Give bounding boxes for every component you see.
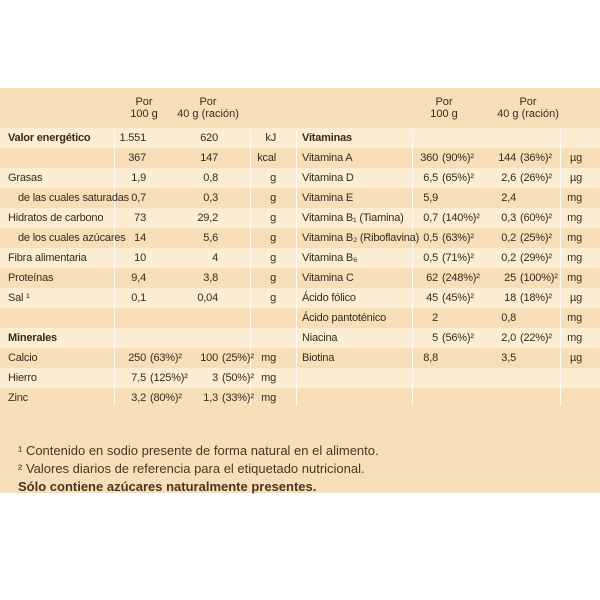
row-label: de los cuales azúcares bbox=[18, 232, 126, 244]
row-label: Vitaminas bbox=[302, 132, 352, 144]
unit: µg bbox=[569, 292, 582, 304]
row-label: Valor energético bbox=[8, 132, 91, 144]
percent-40g: (22%)² bbox=[520, 332, 552, 344]
unit: g bbox=[270, 252, 276, 264]
value-100g: 7,5 bbox=[131, 372, 146, 384]
unit: g bbox=[270, 272, 276, 284]
unit: g bbox=[270, 192, 276, 204]
footnote: Sólo contiene azúcares naturalmente presentes. bbox=[18, 479, 317, 494]
unit: mg bbox=[567, 212, 582, 224]
value-100g: 8,8 bbox=[423, 352, 438, 364]
unit: mg bbox=[261, 392, 276, 404]
row-label: Ácido pantoténico bbox=[302, 312, 387, 324]
unit: mg bbox=[567, 312, 582, 324]
value-40g: 29,2 bbox=[197, 212, 218, 224]
unit: kcal bbox=[257, 152, 276, 164]
row-label: Vitamina D bbox=[302, 172, 354, 184]
header-label: 40 g (ración) bbox=[177, 108, 239, 120]
percent-40g: (26%)² bbox=[520, 172, 552, 184]
percent-100g: (56%)² bbox=[442, 332, 474, 344]
value-100g: 62 bbox=[426, 272, 438, 284]
percent-40g: (18%)² bbox=[520, 292, 552, 304]
value-100g: 0,5 bbox=[423, 252, 438, 264]
value-100g: 0,5 bbox=[423, 232, 438, 244]
unit: mg bbox=[567, 232, 582, 244]
unit: mg bbox=[261, 352, 276, 364]
value-40g: 620 bbox=[200, 132, 218, 144]
footnote: ² Valores diarios de referencia para el etiquetado nutricional. bbox=[18, 461, 365, 476]
percent-40g: (100%)² bbox=[520, 272, 558, 284]
percent-40g: (36%)² bbox=[520, 152, 552, 164]
percent-100g: (90%)² bbox=[442, 152, 474, 164]
percent-100g: (63%)² bbox=[150, 352, 182, 364]
value-100g: 3,2 bbox=[131, 392, 146, 404]
header-label: Por bbox=[199, 96, 217, 108]
value-100g: 1.551 bbox=[119, 132, 146, 144]
unit: µg bbox=[569, 172, 582, 184]
row-label: Niacina bbox=[302, 332, 338, 344]
value-40g: 1,3 bbox=[203, 392, 218, 404]
value-40g: 3,5 bbox=[501, 352, 516, 364]
value-100g: 10 bbox=[134, 252, 146, 264]
center-divider bbox=[296, 130, 297, 406]
percent-100g: (125%)² bbox=[150, 372, 188, 384]
value-40g: 0,04 bbox=[197, 292, 218, 304]
value-100g: 250 bbox=[128, 352, 146, 364]
value-40g: 4 bbox=[212, 252, 218, 264]
percent-40g: (29%)² bbox=[520, 252, 552, 264]
value-100g: 5,9 bbox=[423, 192, 438, 204]
percent-40g: (25%)² bbox=[222, 352, 254, 364]
value-40g: 2,0 bbox=[501, 332, 516, 344]
unit: g bbox=[270, 172, 276, 184]
value-100g: 73 bbox=[134, 212, 146, 224]
percent-100g: (65%)² bbox=[442, 172, 474, 184]
row-label: Biotina bbox=[302, 352, 335, 364]
header-label: 40 g (ración) bbox=[497, 108, 559, 120]
value-100g: 0,7 bbox=[423, 212, 438, 224]
row-label: Fibra alimentaria bbox=[8, 252, 87, 264]
row-label: Calcio bbox=[8, 352, 38, 364]
value-40g: 2,4 bbox=[501, 192, 516, 204]
value-100g: 5 bbox=[432, 332, 438, 344]
value-40g: 0,8 bbox=[501, 312, 516, 324]
value-40g: 0,8 bbox=[203, 172, 218, 184]
value-40g: 0,3 bbox=[203, 192, 218, 204]
value-100g: 1,9 bbox=[131, 172, 146, 184]
left-header-40g bbox=[170, 96, 246, 120]
header-label: Por bbox=[519, 96, 537, 108]
header-label: Por bbox=[135, 96, 153, 108]
value-100g: 9,4 bbox=[131, 272, 146, 284]
row-label: Minerales bbox=[8, 332, 57, 344]
value-100g: 0,7 bbox=[131, 192, 146, 204]
value-40g: 3,8 bbox=[203, 272, 218, 284]
percent-100g: (80%)² bbox=[150, 392, 182, 404]
unit: µg bbox=[569, 352, 582, 364]
unit: mg bbox=[567, 332, 582, 344]
value-40g: 18 bbox=[504, 292, 516, 304]
percent-100g: (248%)² bbox=[442, 272, 480, 284]
value-100g: 2 bbox=[432, 312, 438, 324]
header-label: Por bbox=[435, 96, 453, 108]
row-label: Zinc bbox=[8, 392, 28, 404]
unit: g bbox=[270, 212, 276, 224]
percent-40g: (25%)² bbox=[520, 232, 552, 244]
value-100g: 0,1 bbox=[131, 292, 146, 304]
percent-100g: (63%)² bbox=[442, 232, 474, 244]
footnote: ¹ Contenido en sodio presente de forma natural en el alimento. bbox=[18, 443, 379, 458]
value-100g: 14 bbox=[134, 232, 146, 244]
row-label: Sal ¹ bbox=[8, 292, 30, 304]
row-stripe bbox=[0, 368, 600, 388]
unit: mg bbox=[567, 272, 582, 284]
right-header-40g bbox=[490, 96, 566, 120]
row-label: Proteínas bbox=[8, 272, 54, 284]
unit: g bbox=[270, 292, 276, 304]
value-40g: 100 bbox=[200, 352, 218, 364]
percent-100g: (140%)² bbox=[442, 212, 480, 224]
row-label: Vitamina E bbox=[302, 192, 353, 204]
value-100g: 45 bbox=[426, 292, 438, 304]
row-label: Hidratos de carbono bbox=[8, 212, 104, 224]
value-40g: 2,6 bbox=[501, 172, 516, 184]
row-label: Vitamina C bbox=[302, 272, 354, 284]
percent-40g: (50%)² bbox=[222, 372, 254, 384]
left-header-100g bbox=[120, 96, 168, 120]
row-label: de las cuales saturadas bbox=[18, 192, 129, 204]
row-label: Hierro bbox=[8, 372, 37, 384]
value-100g: 367 bbox=[128, 152, 146, 164]
right-header-100g bbox=[420, 96, 468, 120]
row-label: Vitamina B₁ (Tiamina) bbox=[302, 212, 404, 224]
row-label: Vitamina B₆ bbox=[302, 252, 358, 264]
percent-100g: (71%)² bbox=[442, 252, 474, 264]
unit: mg bbox=[567, 192, 582, 204]
value-100g: 6,5 bbox=[423, 172, 438, 184]
unit: g bbox=[270, 232, 276, 244]
value-40g: 147 bbox=[200, 152, 218, 164]
value-40g: 25 bbox=[504, 272, 516, 284]
unit: mg bbox=[567, 252, 582, 264]
header-label: 100 g bbox=[430, 108, 458, 120]
percent-40g: (60%)² bbox=[520, 212, 552, 224]
unit: µg bbox=[569, 152, 582, 164]
row-label: Grasas bbox=[8, 172, 43, 184]
value-100g: 360 bbox=[420, 152, 438, 164]
value-40g: 144 bbox=[498, 152, 516, 164]
row-label: Vitamina A bbox=[302, 152, 353, 164]
unit: mg bbox=[261, 372, 276, 384]
value-40g: 0,2 bbox=[501, 252, 516, 264]
percent-40g: (33%)² bbox=[222, 392, 254, 404]
value-40g: 5,6 bbox=[203, 232, 218, 244]
value-40g: 3 bbox=[212, 372, 218, 384]
percent-100g: (45%)² bbox=[442, 292, 474, 304]
row-label: Ácido fólico bbox=[302, 292, 356, 304]
value-40g: 0,3 bbox=[501, 212, 516, 224]
header-label: 100 g bbox=[130, 108, 158, 120]
value-40g: 0,2 bbox=[501, 232, 516, 244]
unit: kJ bbox=[265, 132, 276, 144]
row-label: Vitamina B₂ (Riboflavina) bbox=[302, 232, 420, 244]
